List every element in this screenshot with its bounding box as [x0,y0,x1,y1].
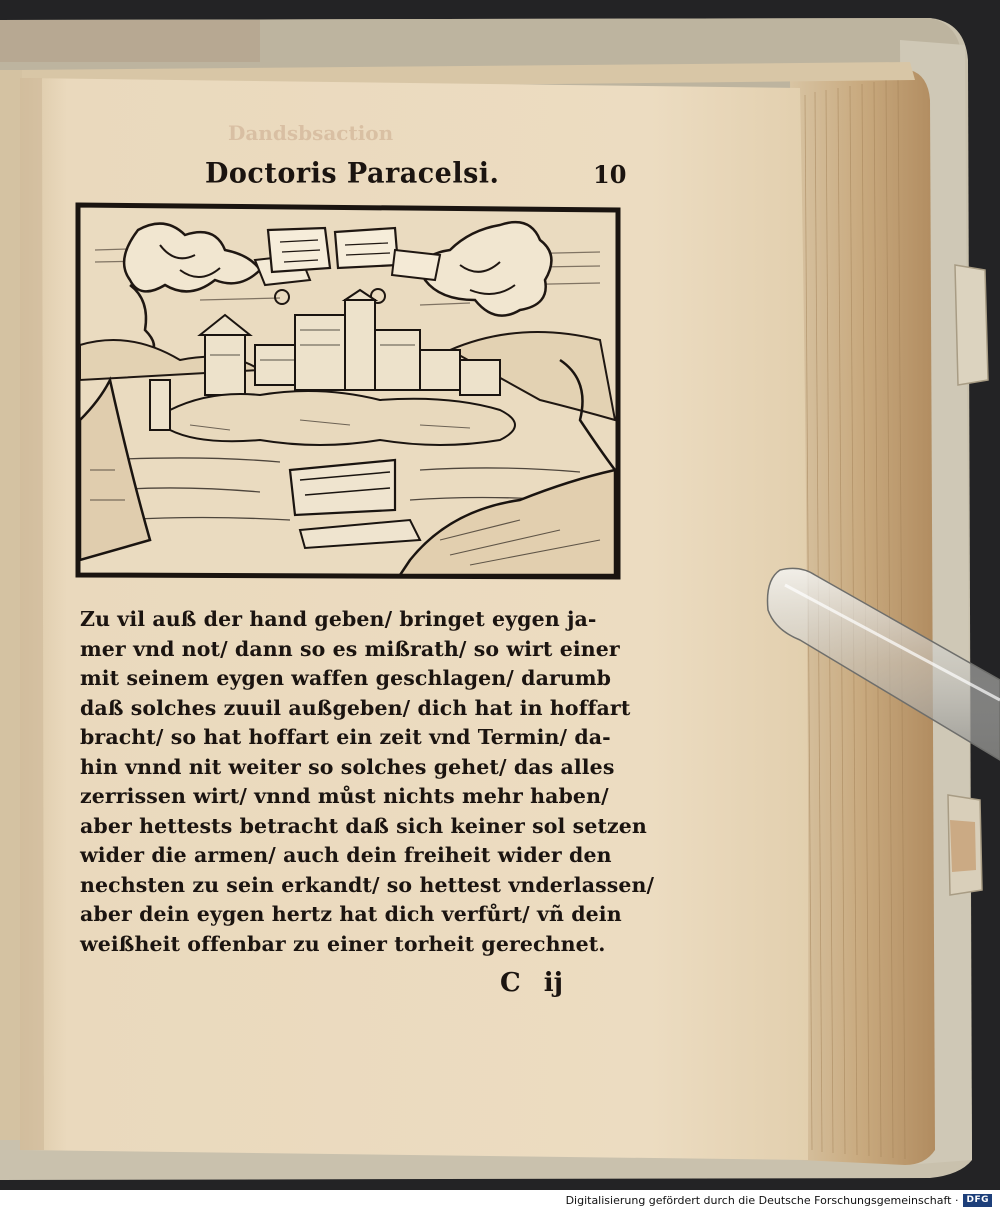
signature-mark: C ij [500,968,564,998]
body-line: zerrissen wirt/ vnnd můst nichts mehr haben/ [80,784,609,808]
body-line: wider die armen/ auch dein freiheit wider den [80,843,612,867]
dfg-logo: DFG [963,1194,992,1207]
body-line: daß solches zuuil außgeben/ dich hat in hoffart [80,695,631,720]
body-line: bracht/ so hat hoffart ein zeit vnd Termin/ da- [80,725,611,749]
body-line: aber hettests betracht daß sich keiner sol setzen [80,813,647,838]
body-line: hin vnnd nit weiter so solches gehet/ das alles [80,754,615,779]
body-line: nechsten zu sein erkandt/ so hettest vnderlassen/ [80,872,655,897]
page-number: 10 [593,160,627,189]
body-line: mit seinem eygen waffen geschlagen/ darumb [80,666,612,690]
body-line: mer vnd not/ dann so es mißrath/ so wirt einer [80,636,620,661]
running-head: Doctoris Paracelsi. [205,157,500,190]
body-line: weißheit offenbar zu einer torheit gerechnet. [80,931,606,956]
svg-text:Dandsbsaction: Dandsbsaction [228,121,394,145]
woodcut-illustration [78,205,618,577]
footer-credit: Digitalisierung gefördert durch die Deutsche Forschungsgemeinschaft · [565,1193,959,1207]
body-line: aber dein eygen hertz hat dich verfůrt/ vñ dein [80,902,622,926]
body-text [80,605,655,959]
body-line: Zu vil auß der hand geben/ bringet eygen ja- [80,607,597,631]
digitization-footer [0,1190,1000,1210]
